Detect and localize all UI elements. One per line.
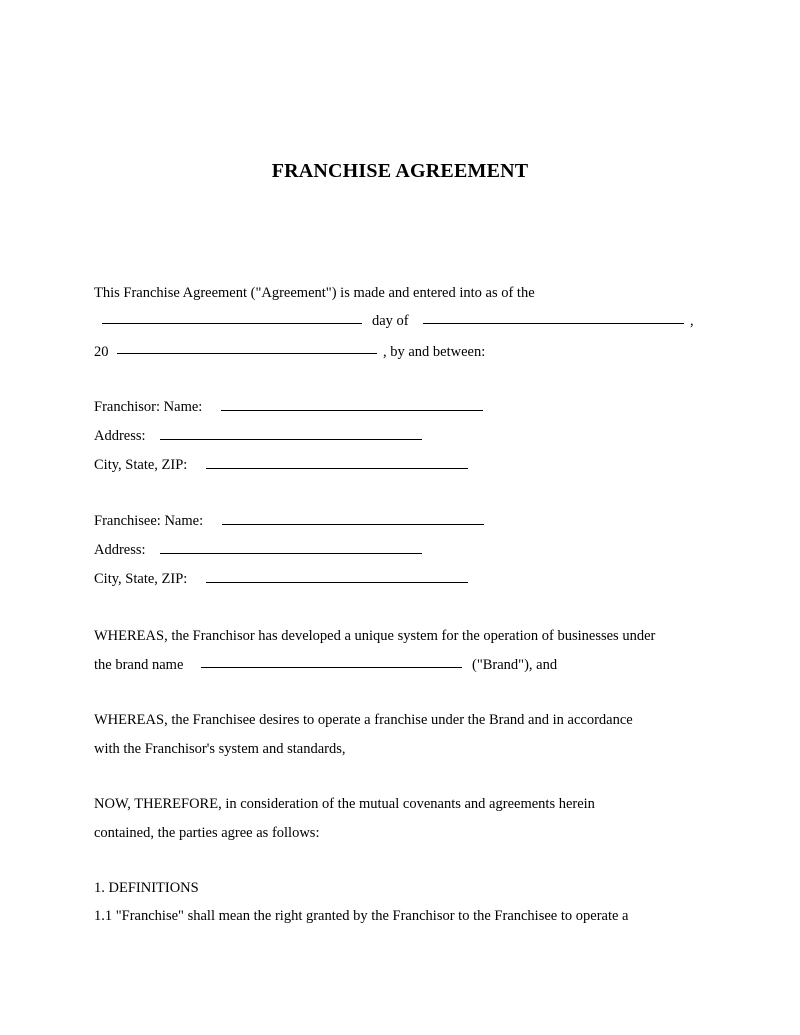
comma-text: , [690, 313, 694, 329]
clause-1-1: 1.1 "Franchise" shall mean the right granted by the Franchisor to the Franchisee to operate a [94, 908, 629, 924]
intro-line-1: This Franchise Agreement ("Agreement") is made and entered into as of the [94, 285, 535, 301]
whereas-1-line-1: WHEREAS, the Franchisor has developed a unique system for the operation of businesses under [94, 628, 656, 644]
day-blank[interactable] [102, 323, 362, 324]
franchisee-name-label: Franchisee: Name: [94, 513, 204, 529]
whereas-2-line-2: with the Franchisor's system and standards, [94, 741, 346, 757]
franchisee-address-blank[interactable] [160, 553, 422, 554]
franchisor-address-label: Address: [94, 428, 146, 444]
franchisor-address-blank[interactable] [160, 439, 422, 440]
day-of-label: day of [372, 313, 409, 329]
whereas-2-line-1: WHEREAS, the Franchisee desires to operate a franchise under the Brand and in accordance [94, 712, 633, 728]
year-blank[interactable] [117, 353, 377, 354]
section-1-heading: 1. DEFINITIONS [94, 880, 199, 896]
by-and-between: , by and between: [383, 344, 486, 360]
franchisee-name-blank[interactable] [222, 524, 484, 525]
now-therefore-line-2: contained, the parties agree as follows: [94, 825, 320, 841]
brand-name-label: the brand name [94, 657, 184, 673]
now-therefore-line-1: NOW, THEREFORE, in consideration of the mutual covenants and agreements herein [94, 796, 595, 812]
franchisee-address-label: Address: [94, 542, 146, 558]
franchisor-name-label: Franchisor: Name: [94, 399, 203, 415]
month-blank[interactable] [423, 323, 684, 324]
franchisor-city-blank[interactable] [206, 468, 468, 469]
franchisee-city-label: City, State, ZIP: [94, 571, 188, 587]
brand-suffix: ("Brand"), and [472, 657, 558, 673]
franchisee-city-blank[interactable] [206, 582, 468, 583]
document-title: FRANCHISE AGREEMENT [271, 160, 529, 182]
year-prefix: 20 [94, 344, 109, 360]
franchisor-name-blank[interactable] [221, 410, 483, 411]
brand-name-blank[interactable] [201, 667, 462, 668]
franchisor-city-label: City, State, ZIP: [94, 457, 188, 473]
